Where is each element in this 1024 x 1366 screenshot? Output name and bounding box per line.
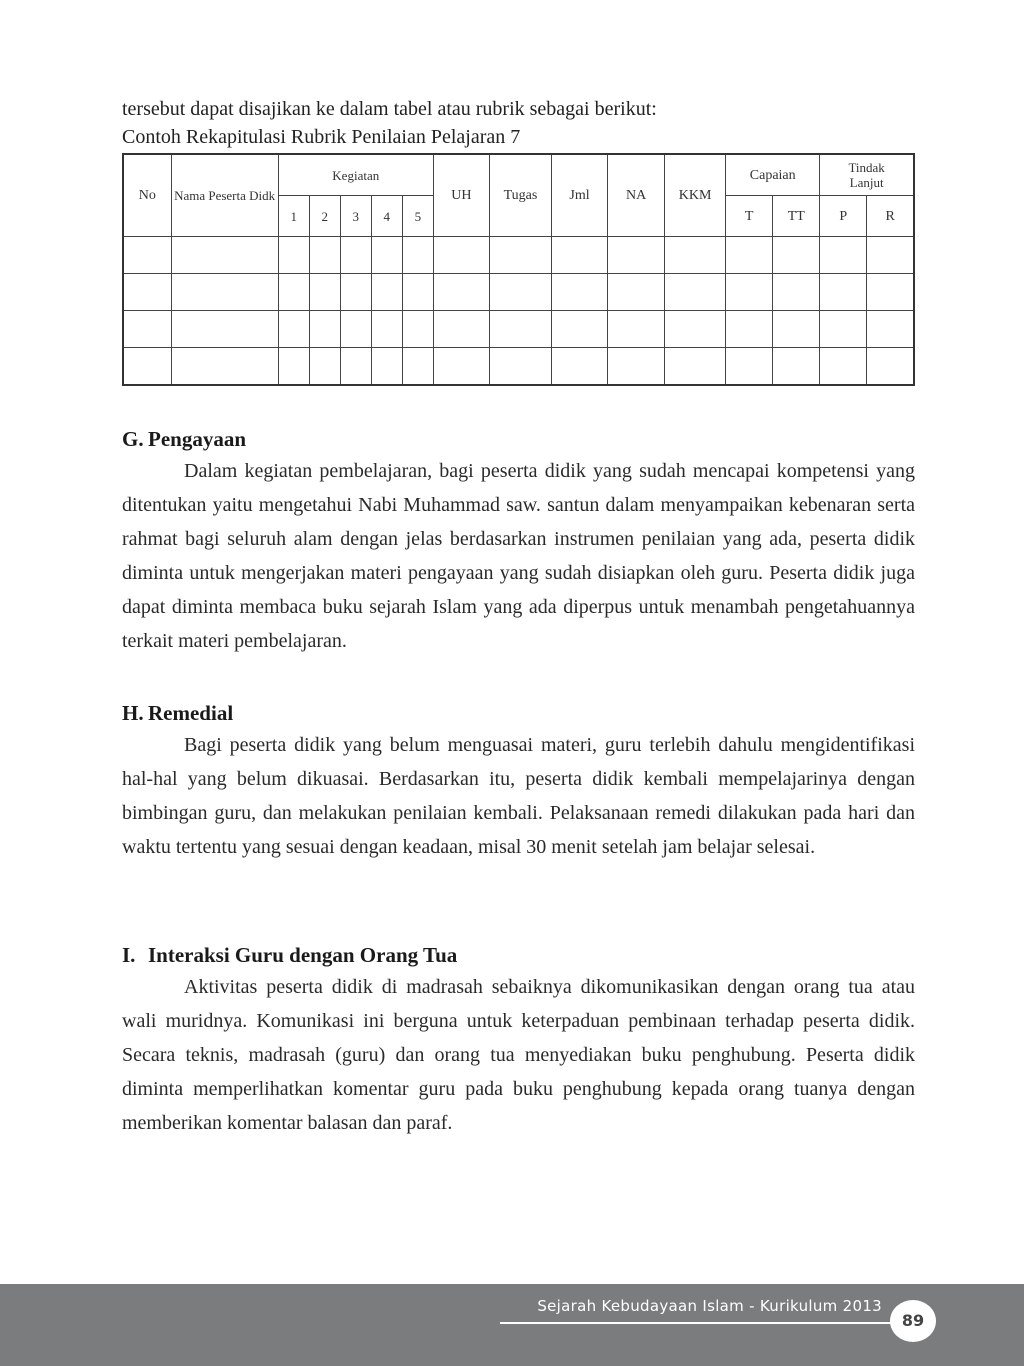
header-kegiatan-2: 2 [309, 196, 340, 237]
table-row [123, 237, 914, 274]
header-tugas: Tugas [489, 154, 551, 237]
header-capaian-t: T [726, 196, 773, 237]
intro-text [122, 95, 922, 151]
header-na: NA [608, 154, 665, 237]
header-kegiatan: Kegiatan [278, 154, 433, 196]
header-kegiatan-1: 1 [278, 196, 309, 237]
footer-divider [500, 1322, 902, 1324]
section-body: Dalam kegiatan pembelajaran, bagi peserta didik yang sudah mencapai kompetensi yang ditentukan yaitu mengetahui Nabi Muhammad saw. santun dalam menyampaikan kebenaran serta rahmat bagi seluruh alam dengan jelas berdasarkan instrumen penilaian yang ada, peserta didik diminta untuk mengerjakan materi pengayaan yang sudah disiapkan oleh guru. Peserta didik juga dapat diminta membaca buku sejarah Islam yang ada diperpus untuk menambah pengetahuannya terkait materi pembelajaran. [122, 460, 915, 652]
table-row [123, 348, 914, 386]
rubric-table [122, 153, 915, 386]
table-row [123, 274, 914, 311]
header-capaian: Capaian [726, 154, 820, 196]
header-uh: UH [433, 154, 489, 237]
section-title: Interaksi Guru dengan Orang Tua [148, 943, 458, 967]
header-tindak-p: P [820, 196, 867, 237]
section-body: Bagi peserta didik yang belum menguasai materi, guru terlebih dahulu mengidentifikasi hal-hal yang belum dikuasai. Berdasarkan itu, peserta didik kembali mempelajarinya dengan bimbingan guru, dan melakukan penilaian kembali. Pelaksanaan remedi dilakukan pada hari dan waktu tertentu yang sesuai dengan keadaan, misal 30 menit setelah jam belajar selesai. [122, 734, 915, 858]
header-tindak-lanjut: Tindak Lanjut [820, 154, 914, 196]
footer-book-title: Sejarah Kebudayaan Islam - Kurikulum 2013 [537, 1297, 882, 1315]
section-title: Pengayaan [148, 427, 247, 451]
header-capaian-tt: TT [773, 196, 820, 237]
section-letter: I. [122, 943, 136, 967]
section-body: Aktivitas peserta didik di madrasah sebaiknya dikomunikasikan dengan orang tua atau wali muridnya. Komunikasi ini berguna untuk keterpaduan pembinaan terhadap peserta didik. Secara teknis, madrasah (guru) dan orang tua menyediakan buku penghubung. Peserta didik diminta memperlihatkan komentar guru pada buku penghubung kepada orang tuanya dengan memberikan komentar balasan dan paraf. [122, 976, 915, 1134]
header-nama-peserta: Nama Peserta Didk [171, 154, 278, 237]
section-interaksi [122, 940, 915, 1140]
section-heading [122, 940, 915, 970]
table-caption: Contoh Rekapitulasi Rubrik Penilaian Pelajaran 7 [122, 126, 521, 148]
header-jml: Jml [551, 154, 607, 237]
section-heading [122, 698, 915, 728]
section-remedial [122, 698, 915, 864]
table-row [123, 311, 914, 348]
section-title: Remedial [148, 701, 234, 725]
page-number: 89 [890, 1300, 936, 1342]
section-letter: G. [122, 427, 144, 451]
header-kkm: KKM [665, 154, 726, 237]
header-kegiatan-4: 4 [371, 196, 402, 237]
header-kegiatan-3: 3 [340, 196, 371, 237]
intro-line-1: tersebut dapat disajikan ke dalam tabel atau rubrik sebagai berikut: [122, 98, 657, 120]
section-pengayaan [122, 424, 915, 658]
header-tindak-r: R [867, 196, 914, 237]
section-heading [122, 424, 915, 454]
section-letter: H. [122, 701, 144, 725]
header-no: No [123, 154, 171, 237]
header-kegiatan-5: 5 [402, 196, 433, 237]
